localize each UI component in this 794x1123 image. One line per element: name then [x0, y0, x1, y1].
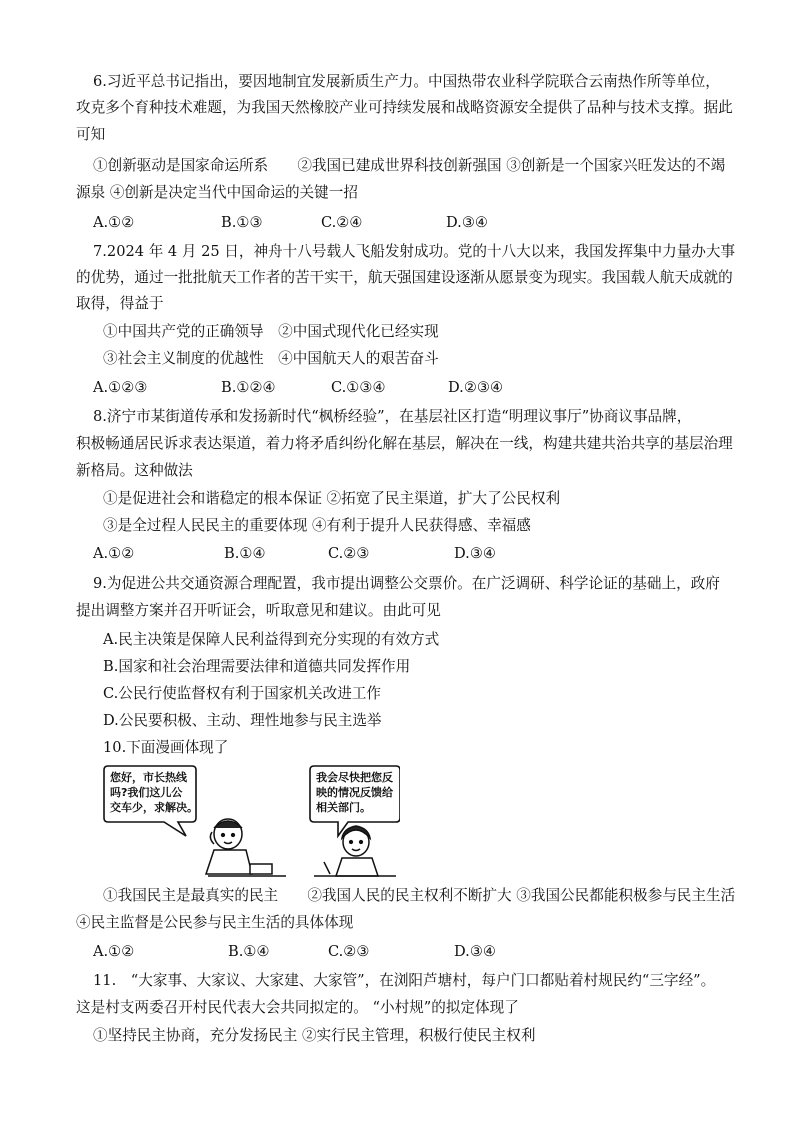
q6-stem-line-1: 6.习近平总书记指出，要因地制宜发展新质生产力。中国热带农业科学院联合云南热作所等单位，	[93, 73, 720, 90]
q8-stem-line-2: 积极畅通居民诉求表达渠道，着力将矛盾纠纷化解在基层，解决在一线，构建共建共治共享的基层治理	[76, 435, 733, 452]
q10-option-a: A.①②	[93, 943, 135, 960]
q6-option-a: A.①②	[93, 214, 135, 231]
left-bubble-line: 交车少，求解决。	[110, 801, 198, 814]
right-bubble-line: 我会尽快把您反	[316, 771, 393, 784]
q9-choice-d: D.公民要积极、主动、理性地参与民主选举	[103, 712, 382, 729]
q6-stem-line-3: 可知	[76, 126, 106, 143]
q10-item-line-1: ①我国民主是最真实的民主 ②我国人民的民主权利不断扩大 ③我国公民都能积极参与民主生活	[103, 887, 736, 904]
q7-item-line-2: ③社会主义制度的优越性 ④中国航天人的艰苦奋斗	[103, 350, 439, 367]
q7-option-b: B.①②④	[221, 379, 276, 396]
q6-stem-line-2: 攻克多个育种技术难题，为我国天然橡胶产业可持续发展和战略资源安全提供了品种与技术支撑。据此	[76, 99, 733, 116]
q8-item-line-1: ①是促进社会和谐稳定的根本保证 ②拓宽了民主渠道，扩大了公民权利	[103, 490, 561, 507]
q8-option-b: B.①④	[224, 545, 266, 562]
q9-stem-line-2: 提出调整方案并召开听证会，听取意见和建议。由此可见	[76, 602, 441, 619]
left-bubble-text	[110, 770, 198, 815]
q10-option-d: D.③④	[454, 943, 496, 960]
q6-option-c: C.②④	[321, 214, 363, 231]
q9-choice-c: C.公民行使监督权有利于国家机关改进工作	[103, 685, 381, 702]
q7-stem-line-3: 取得，得益于	[76, 295, 164, 312]
boy-caller-figure	[206, 819, 286, 876]
q6-item-line-1: ①创新驱动是国家命运所系 ②我国已建成世界科技创新强国 ③创新是一个国家兴旺发达的不竭	[93, 157, 726, 174]
q11-item-line-1: ①坚持民主协商，充分发扬民主 ②实行民主管理，积极行使民主权利	[93, 1027, 536, 1044]
q8-stem-line-3: 新格局。这种做法	[76, 462, 193, 479]
q10-option-b: B.①④	[228, 943, 270, 960]
q8-option-d: D.③④	[454, 545, 496, 562]
left-bubble-line: 您好，市长热线	[110, 771, 187, 784]
q10-item-line-2: ④民主监督是公民参与民主生活的具体体现	[76, 914, 354, 931]
q10-option-c: C.②③	[328, 943, 370, 960]
q9-stem-line-1: 9.为促进公共交通资源合理配置，我市提出调整公交票价。在广泛调研、科学论证的基础上，政府	[93, 575, 720, 592]
right-bubble-line: 映的情况反馈给	[316, 786, 393, 799]
right-bubble-text	[316, 770, 400, 815]
q6-item-line-2: 源泉 ④创新是决定当代中国命运的关键一招	[76, 184, 358, 201]
q7-item-line-1: ①中国共产党的正确领导 ②中国式现代化已经实现	[103, 323, 439, 340]
q7-option-c: C.①③④	[331, 379, 386, 396]
q8-option-c: C.②③	[328, 545, 370, 562]
q7-option-a: A.①②③	[93, 379, 148, 396]
q8-item-line-2: ③是全过程人民民主的重要体现 ④有利于提升人民获得感、幸福感	[103, 517, 531, 534]
right-bubble-line: 相关部门。	[316, 801, 371, 814]
q8-option-a: A.①②	[93, 545, 135, 562]
q11-stem-line-2: 这是村支两委召开村民代表大会共同拟定的。 “小村规”的拟定体现了	[76, 999, 519, 1016]
q9-choice-a: A.民主决策是保障人民利益得到充分实现的有效方式	[103, 631, 440, 648]
q7-stem-line-1: 7.2024 年 4 月 25 日，神舟十八号载人飞船发射成功。党的十八大以来，我国发挥集中力量办大事	[93, 243, 736, 260]
q10-cartoon	[100, 762, 400, 882]
q6-option-d: D.③④	[446, 214, 488, 231]
q9-choice-b: B.国家和社会治理需要法律和道德共同发挥作用	[103, 658, 411, 675]
q11-stem-line-1: 11. “大家事、大家议、大家建、大家管”，在浏阳芦塘村，每户门口都贴着村规民约“三字经”。	[93, 972, 716, 989]
q10-stem: 10.下面漫画体现了	[103, 739, 229, 756]
q6-option-b: B.①③	[221, 214, 263, 231]
q7-option-d: D.②③④	[448, 379, 504, 396]
q7-stem-line-2: 的优势，通过一批批航天工作者的苦干实干，航天强国建设逐渐从愿景变为现实。我国载人航天成就的	[76, 269, 733, 286]
official-listener-figure	[314, 826, 396, 876]
left-bubble-line: 吗?我们这儿公	[110, 786, 183, 799]
q8-stem-line-1: 8.济宁市某街道传承和发扬新时代“枫桥经验”，在基层社区打造“明理议事厅”协商议事品牌，	[93, 408, 692, 425]
